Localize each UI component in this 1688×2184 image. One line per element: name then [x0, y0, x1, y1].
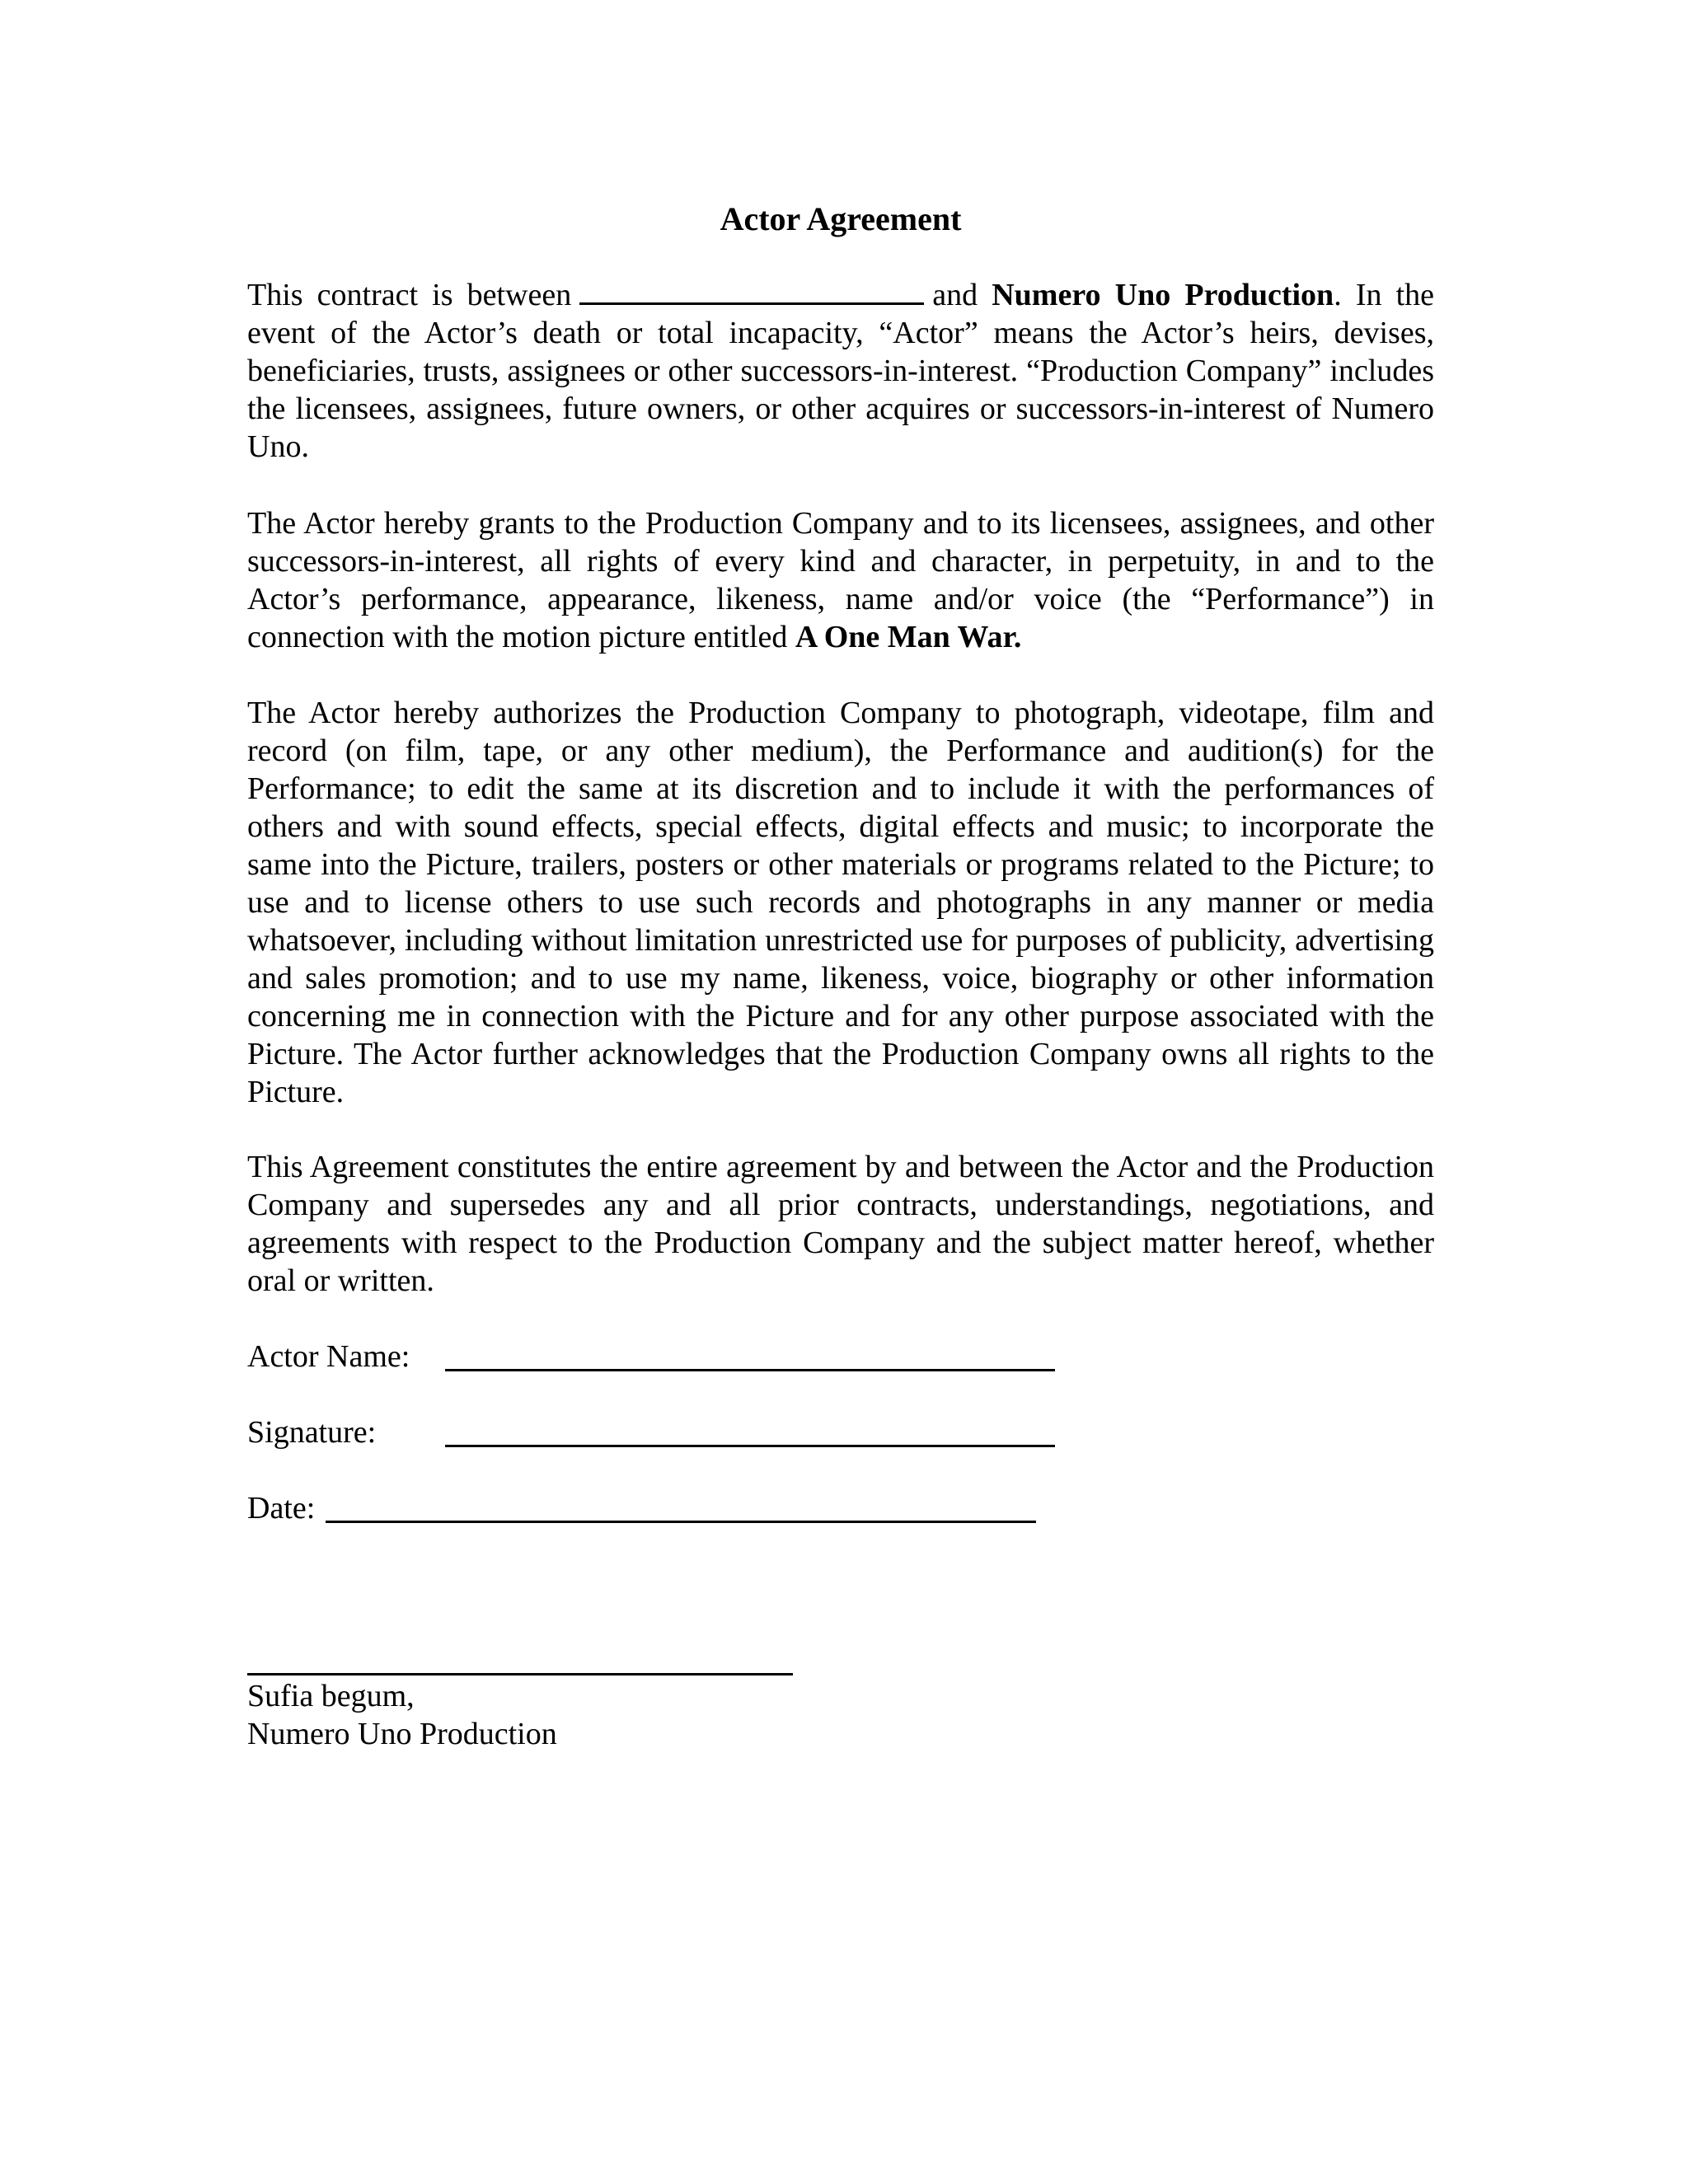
producer-signature-line[interactable]	[247, 1673, 793, 1675]
actor-name-label: Actor Name:	[247, 1339, 410, 1374]
actor-name-line[interactable]	[445, 1369, 1055, 1371]
signer-name: Sufia begum,	[247, 1679, 415, 1713]
date-label: Date:	[247, 1491, 316, 1526]
grant-paragraph	[247, 504, 1434, 656]
parties-definitions: . In the event of the Actor’s death or total incapacity, “Actor” means the Actor’s heirs, devises, beneficiaries, trusts, assignees or other successors-in-interest. “Production Company” includes the licensees, assignees, future owners, or other acquires or successors-in-interest of Numero Uno.	[247, 278, 1435, 464]
film-title: A One Man War.	[795, 620, 1022, 654]
signer-block	[247, 1677, 557, 1753]
parties-and: and	[932, 278, 978, 312]
grant-text: The Actor hereby grants to the Production Company and to its licensees, assignees, and other successors-in-interest, all rights of every kind and character, in perpetuity, in and to the Actor’s performance, appearance, likeness, name and/or voice (the “Performance”) in connection with the motion picture entitled	[247, 506, 1434, 654]
signer-company: Numero Uno Production	[247, 1717, 557, 1751]
entire-agreement-paragraph: This Agreement constitutes the entire agreement by and between the Actor and the Production Company and supersedes any and all prior contracts, understandings, negotiations, and agreements with respect to the Production Company and the subject matter hereof, whether oral or written.	[247, 1150, 1434, 1298]
party-name-blank[interactable]	[579, 278, 924, 305]
parties-intro: This contract is between	[247, 278, 572, 312]
company-name: Numero Uno Production	[992, 278, 1334, 312]
authorization-paragraph: The Actor hereby authorizes the Production Company to photograph, videotape, film and record (on film, tape, or any other medium), the Performance and audition(s) for the Performance; to edit the same at its discretion and to include it with the performances of others and with sound effects, special effects, digital effects and music; to incorporate the same into the Picture, trailers, posters or other materials or programs related to the Picture; to use and to license others to use such records and photographs in any manner or media whatsoever, including without limitation unrestricted use for purposes of publicity, advertising and sales promotion; and to use my name, likeness, voice, biography or other information concerning me in connection with the Picture and for any other purpose associated with the Picture. The Actor further acknowledges that the Production Company owns all rights to the Picture.	[247, 696, 1434, 1109]
page-title: Actor Agreement	[720, 200, 962, 237]
signature-label: Signature:	[247, 1415, 377, 1450]
date-row	[247, 1489, 315, 1527]
signature-line[interactable]	[445, 1445, 1055, 1447]
signature-row	[247, 1413, 376, 1451]
parties-paragraph	[247, 276, 1434, 466]
actor-name-row	[247, 1338, 410, 1376]
date-line[interactable]	[326, 1521, 1036, 1523]
